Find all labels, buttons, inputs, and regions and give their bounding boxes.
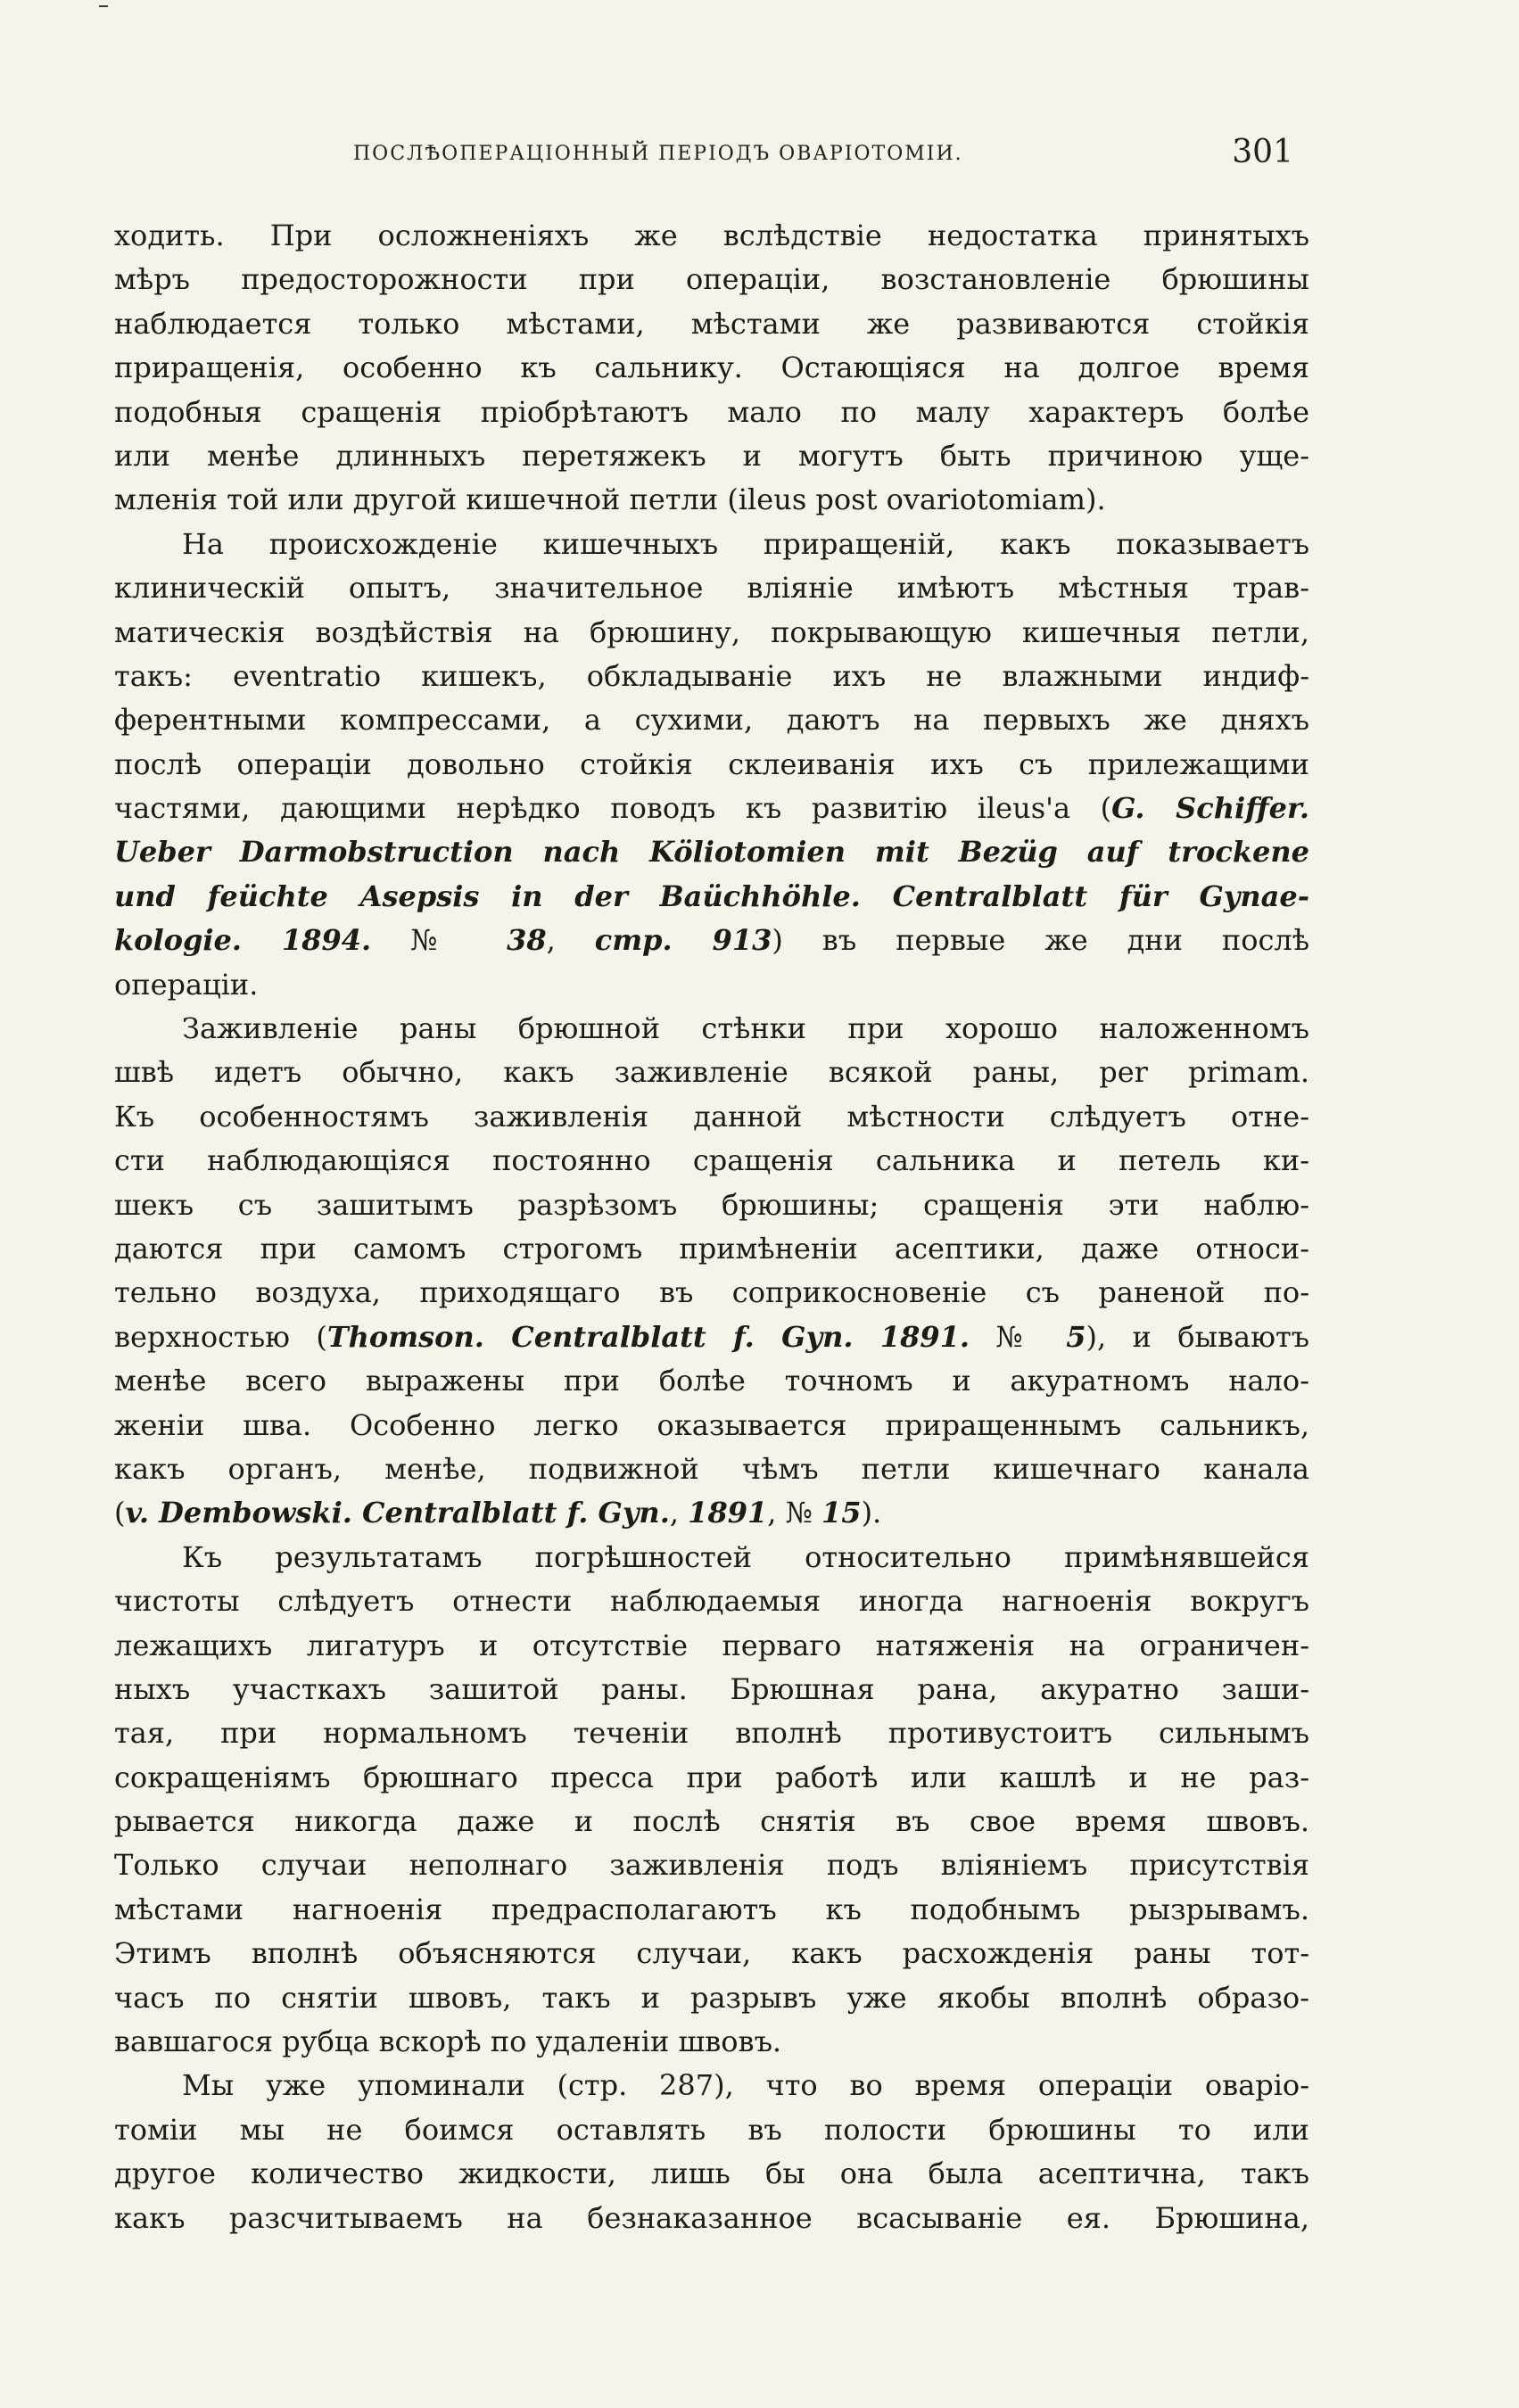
- number-sign: №: [410, 923, 468, 958]
- corner-mark: [99, 5, 108, 7]
- text-line: тая, при нормальномъ теченіи вполнѣ противустоитъ сильнымъ: [114, 1716, 1309, 1751]
- text-line: такъ: eventratio кишекъ, обкладываніе ихъ не влажными индиф-: [114, 658, 1309, 693]
- text-segment: (: [114, 1496, 126, 1530]
- text-line: приращенія, особенно къ сальнику. Остающіяся на долгое время: [114, 350, 1309, 385]
- paragraph-2: [114, 523, 1309, 1007]
- text-line: [114, 919, 1309, 962]
- text-segment: ,: [546, 923, 556, 958]
- text-line: менѣе всего выражены при болѣе точномъ и акуратномъ нало-: [114, 1364, 1309, 1398]
- text-line: Только случаи неполнаго заживленія подъ вліяніемъ присутствія: [114, 1848, 1309, 1883]
- citation-text: Thomson. Centralblatt f. Gyn. 1891.: [326, 1319, 970, 1354]
- text-line: мленія той или другой кишечной петли (ileus post ovariotomiam).: [114, 482, 1106, 517]
- citation-text: v. Dembowski. Centralblatt f. Gyn.: [125, 1496, 670, 1530]
- text-line: [114, 787, 1309, 830]
- text-segment: верхностью (: [114, 1319, 327, 1354]
- number-sign: №: [970, 1319, 1067, 1354]
- text-line: Этимъ вполнѣ объясняются случаи, какъ расхожденія раны тот-: [114, 1936, 1309, 1971]
- text-line: часъ по снятіи швовъ, такъ и разрывъ уже якобы вполнѣ образо-: [114, 1980, 1309, 2015]
- text-line: женіи шва. Особенно легко оказывается приращеннымъ сальникъ,: [114, 1407, 1309, 1442]
- page-header: [353, 134, 1293, 173]
- text-line: лежащихъ лигатуръ и отсутствіе перваго натяженія на ограничен-: [114, 1628, 1309, 1662]
- text-line: Заживленіе раны брюшной стѣнки при хорошо наложенномъ: [182, 1011, 1309, 1046]
- text-line: сти наблюдающіяся постоянно сращенія сальника и петель ки-: [114, 1143, 1309, 1178]
- paragraph-4: [114, 1536, 1309, 2065]
- paragraph-5: [114, 2064, 1309, 2240]
- text-line: ходить. При осложненіяхъ же вслѣдствіе недостатка принятыхъ: [114, 219, 1309, 252]
- text-line: [114, 830, 1309, 874]
- citation-text: 1891: [688, 1496, 768, 1530]
- citation-text: und feüchte Asepsis in der Baüchhöhle. Centralblatt für Gynae-: [114, 878, 1309, 913]
- text-line: мѣстами нагноенія предрасполагаютъ къ подобнымъ рызрывамъ.: [114, 1892, 1309, 1926]
- text-line: подобныя сращенія пріобрѣтаютъ мало по малу характеръ болѣе: [114, 394, 1309, 429]
- running-head: ПОСЛѢОПЕРАЦІОННЫЙ ПЕРІОДЪ ОВАРІОТОМІИ.: [353, 143, 963, 165]
- citation-text: G. Schiffer.: [1111, 791, 1309, 826]
- text-line: [114, 1315, 1309, 1359]
- text-line: наблюдается только мѣстами, мѣстами же развиваются стойкія: [114, 306, 1309, 341]
- paragraph-1: [114, 214, 1309, 523]
- text-line: матическія воздѣйствія на брюшину, покрывающую кишечныя петли,: [114, 614, 1309, 649]
- text-line: Къ результатамъ погрѣшностей относительно примѣнявшейся: [182, 1539, 1309, 1574]
- text-line: Мы уже упоминали (стр. 287), что во время операціи оваріо-: [182, 2068, 1309, 2103]
- text-line: сокращеніямъ брюшнаго пресса при работѣ или кашлѣ и не раз-: [114, 1760, 1309, 1794]
- text-line: тельно воздуха, приходящаго въ соприкосновеніе съ раненой по-: [114, 1275, 1309, 1310]
- text-line: операціи.: [114, 967, 259, 1002]
- text-line: мѣръ предосторожности при операціи, возстановленіе брюшины: [114, 262, 1309, 297]
- text-line: томіи мы не боимся оставлять въ полости брюшины то или: [114, 2112, 1309, 2147]
- text-line: ныхъ участкахъ зашитой раны. Брюшная рана, акуратно заши-: [114, 1671, 1309, 1706]
- text-line: послѣ операціи довольно стойкія склеиванія ихъ съ прилежащими: [114, 746, 1309, 781]
- text-line: [114, 1491, 1309, 1535]
- text-line: швѣ идетъ обычно, какъ заживленіе всякой раны, per primam.: [114, 1055, 1309, 1090]
- text-segment: ,: [669, 1496, 689, 1530]
- citation-text: 15: [821, 1496, 862, 1530]
- citation-text: kologie. 1894.: [114, 923, 372, 958]
- text-segment: ), и бываютъ: [1086, 1319, 1309, 1354]
- citation-text: стр. 913: [594, 923, 772, 958]
- citation-text: Ueber Darmobstruction nach Köliotomien mit Bezüg auf trockene: [114, 835, 1309, 870]
- citation-text: 38: [507, 923, 547, 958]
- text-line: рывается никогда даже и послѣ снятія въ свое время швовъ.: [114, 1804, 1309, 1839]
- text-line: какъ разсчитываемъ на безнаказанное всасываніе ея. Брюшина,: [114, 2200, 1309, 2235]
- text-line: [114, 875, 1309, 919]
- text-line: какъ органъ, менѣе, подвижной чѣмъ петли кишечнаго канала: [114, 1451, 1309, 1486]
- body-text: [114, 214, 1309, 2240]
- text-segment: частями, дающими нерѣдко поводъ къ развитію ileus'а (: [114, 791, 1112, 826]
- citation-text: 5: [1066, 1319, 1086, 1354]
- text-line: На происхожденіе кишечныхъ приращеній, какъ показываетъ: [182, 526, 1309, 561]
- text-line: или менѣе длинныхъ перетяжекъ и могутъ быть причиною уще-: [114, 438, 1309, 473]
- paragraph-3: [114, 1007, 1309, 1536]
- text-line: чистоты слѣдуетъ отнести наблюдаемыя иногда нагноенія вокругъ: [114, 1584, 1309, 1619]
- text-line: Къ особенностямъ заживленія данной мѣстности слѣдуетъ отне-: [114, 1099, 1309, 1134]
- text-segment: ) въ первые же дни послѣ: [772, 923, 1309, 958]
- page-number: 301: [1232, 134, 1293, 170]
- text-line: даются при самомъ строгомъ примѣненіи асептики, даже относи-: [114, 1231, 1309, 1266]
- text-line: шекъ съ зашитымъ разрѣзомъ брюшины; сращенія эти наблю-: [114, 1187, 1309, 1222]
- text-line: вавшагося рубца вскорѣ по удаленіи швовъ.: [114, 2025, 782, 2059]
- text-segment: ).: [861, 1496, 882, 1530]
- number-sign: , №: [767, 1496, 822, 1530]
- text-line: клиническій опытъ, значительное вліяніе имѣютъ мѣстныя трав-: [114, 571, 1309, 606]
- text-line: ферентными компрессами, а сухими, даютъ на первыхъ же дняхъ: [114, 703, 1309, 738]
- text-line: другое количество жидкости, лишь бы она была асептична, такъ: [114, 2156, 1309, 2191]
